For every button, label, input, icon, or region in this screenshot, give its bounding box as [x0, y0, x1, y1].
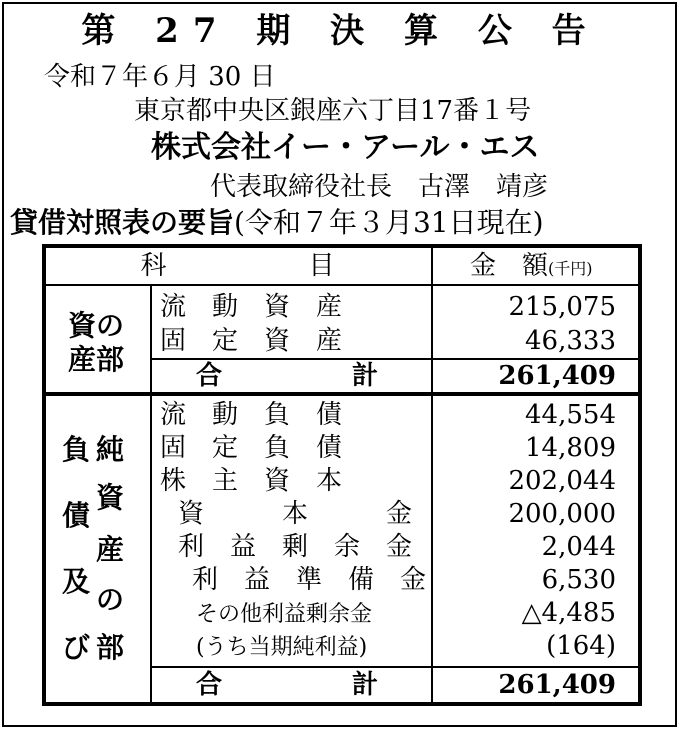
liab-row-value: 200,000	[508, 499, 616, 529]
section-divider	[46, 392, 638, 396]
asset-row-label: 固 定 資 産	[160, 326, 343, 356]
summary-date-note: (令和７年３月31日現在)	[234, 206, 544, 239]
liabilities-total-value: 261,409	[498, 670, 616, 700]
liab-label-char: 債	[62, 499, 91, 532]
liab-label-char: び	[62, 631, 91, 664]
liab-row-label: 流 動 負 債	[160, 400, 343, 430]
liab-row-value: 2,044	[541, 532, 616, 562]
liab-row-label: 利 益 準 備 金	[192, 565, 427, 595]
equity-label-char: 純	[96, 433, 125, 466]
assets-total-value: 261,409	[498, 361, 616, 391]
assets-total-divider	[151, 358, 638, 360]
header-account: 科 目	[140, 251, 337, 281]
header-divider	[46, 284, 638, 286]
liab-row-label: 資 本 金	[178, 499, 413, 529]
equity-label-char: の	[96, 583, 125, 616]
asset-row-value: 215,075	[508, 292, 616, 322]
liab-row-label: 株 主 資 本	[160, 466, 343, 496]
liab-row-label: 利 益 剰 余 金	[178, 532, 413, 562]
equity-label-char: 産	[96, 533, 125, 566]
liabilities-total-divider	[151, 666, 638, 668]
assets-section-label-2: 産部	[68, 343, 125, 376]
liab-row-value: 14,809	[525, 433, 616, 463]
header-amount-label: 金 額	[470, 251, 549, 281]
notice-date: 令和７年６月 30 日	[44, 62, 276, 92]
liab-row-label: その他利益剰余金	[196, 602, 373, 627]
company-address: 東京都中央区銀座六丁目17番１号	[134, 96, 532, 126]
equity-label-char: 部	[96, 631, 125, 664]
balance-sheet-table	[42, 244, 642, 706]
liab-row-value: 202,044	[508, 466, 616, 496]
liab-label-char: 負	[62, 433, 91, 466]
notice-title: 第 27 期 決 算 公 告	[81, 11, 600, 51]
assets-total-label: 合 計	[196, 361, 379, 391]
equity-label-char: 資	[96, 481, 125, 514]
header-amount	[470, 253, 593, 279]
liab-row-label: (うち当期純利益)	[196, 635, 368, 660]
liabilities-total-label: 合 計	[196, 670, 379, 700]
header-unit: (千円)	[548, 259, 593, 278]
liab-label-char: 及	[62, 565, 91, 598]
amount-column-divider	[431, 248, 433, 702]
summary-heading	[10, 206, 544, 239]
asset-row-value: 46,333	[525, 326, 616, 356]
liab-row-value: △4,485	[521, 598, 616, 628]
liab-row-value: 6,530	[541, 565, 616, 595]
company-name: 株式会社イー・アール・エス	[151, 130, 540, 165]
liab-row-value: 44,554	[525, 400, 616, 430]
label-column-divider	[150, 286, 152, 702]
asset-row-label: 流 動 資 産	[160, 292, 343, 322]
liab-row-value: (164)	[546, 631, 616, 661]
representative: 代表取締役社長 古澤 靖彦	[210, 172, 549, 202]
assets-section-label-1: 資の	[68, 309, 125, 342]
liab-row-label: 固 定 負 債	[160, 433, 343, 463]
summary-title: 貸借対照表の要旨	[10, 206, 235, 239]
